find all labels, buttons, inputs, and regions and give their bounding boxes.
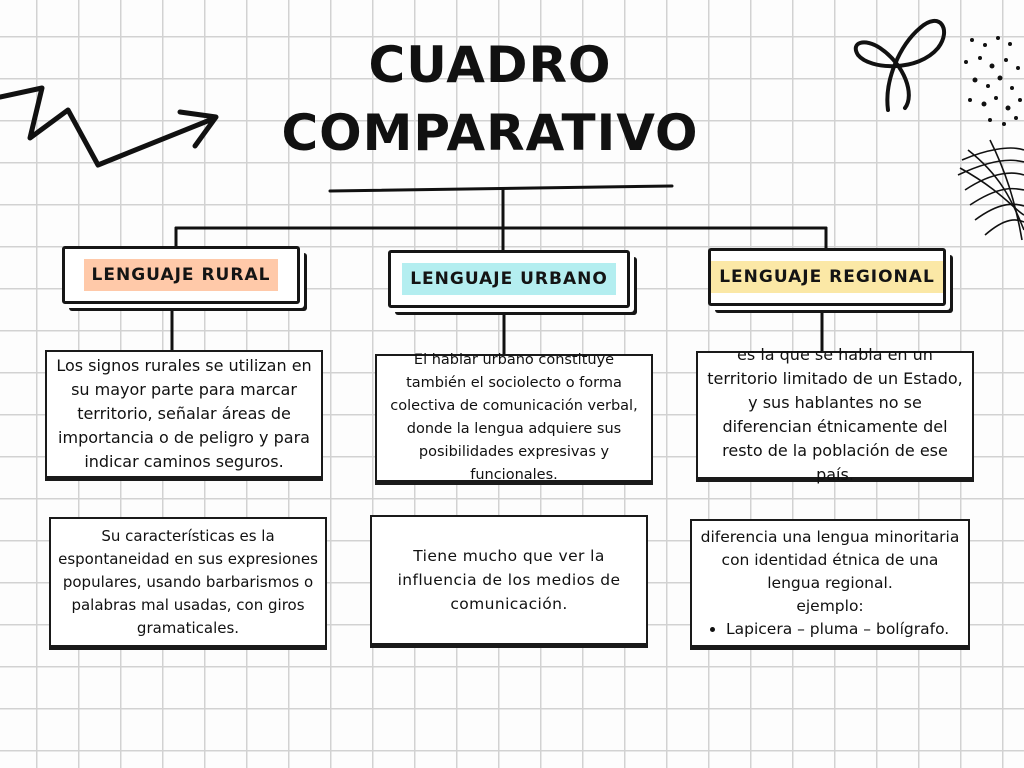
definition-box-urbano — [375, 354, 653, 482]
characteristic-box-rural — [49, 517, 327, 647]
page-title-line2: COMPARATIVO — [281, 104, 699, 162]
definition-text: Los signos rurales se utilizan en su mayor parte para marcar territorio, señalar áreas de importancia o de peligro y para indicar caminos seguros. — [56, 356, 312, 471]
characteristic-box-urbano — [370, 515, 648, 645]
dots-decoration — [964, 36, 1022, 126]
title-underline — [330, 186, 672, 191]
example-item: • Lapicera – pluma – bolígrafo. — [726, 618, 949, 641]
page-title-line1: CUADRO — [368, 36, 612, 94]
definition-box-rural — [45, 350, 323, 478]
characteristic-text: diferencia una lengua minoritaria con identidad étnica de una lengua regional. — [700, 527, 960, 592]
characteristic-text: Tiene mucho que ver la influencia de los medios de comunicación. — [397, 547, 621, 613]
definition-box-regional — [696, 345, 974, 484]
definition-text: El hablar urbano constituye también el sociolecto o forma colectiva de comunicación verbal, donde la lengua adquiere sus posibilidades expresivas y funcionales. — [390, 352, 638, 483]
zigzag-arrow-icon — [0, 88, 215, 165]
characteristic-text: Su características es la espontaneidad en sus expresiones populares, usando barbarismos o palabras mal usadas, con giros gramaticales. — [58, 526, 318, 637]
heading-lenguaje-urbano — [388, 250, 630, 308]
example-label: ejemplo: — [796, 596, 864, 615]
heading-lenguaje-regional — [708, 248, 946, 306]
example-list — [696, 618, 949, 641]
loop-swirl-icon — [856, 21, 944, 110]
heading-label: LENGUAJE REGIONAL — [711, 261, 943, 293]
heading-label: LENGUAJE URBANO — [402, 263, 616, 295]
heading-lenguaje-rural — [62, 246, 300, 304]
heading-label: LENGUAJE RURAL — [84, 259, 279, 291]
scribble-decoration — [958, 140, 1024, 240]
definition-text: es la que se habla en un territorio limitado de un Estado, y sus hablantes no se diferencian étnicamente del resto de la población de ese país. — [707, 345, 963, 484]
characteristic-box-regional — [690, 519, 970, 647]
